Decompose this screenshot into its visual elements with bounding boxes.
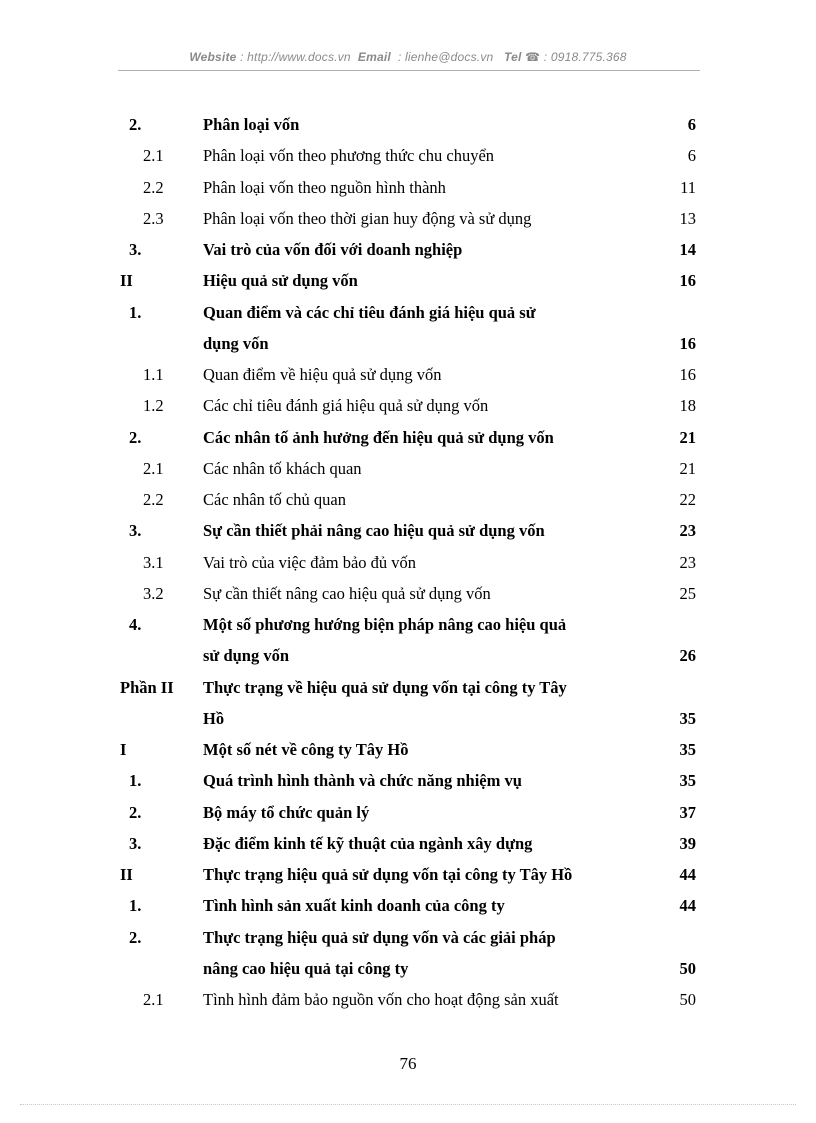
email-label: Email — [357, 50, 391, 64]
toc-row[interactable] — [0, 890, 816, 921]
email-address[interactable]: : lienhe@docs.vn — [397, 50, 494, 64]
toc-title: Phân loại vốn theo phương thức chu chuyển — [203, 146, 495, 166]
toc-row[interactable] — [0, 859, 816, 890]
toc-page-number: 22 — [679, 490, 696, 509]
toc-number: 2.1 — [143, 146, 164, 166]
toc-page-number: 35 — [679, 740, 696, 759]
toc-page-number: 35 — [679, 708, 696, 728]
toc-page-number: 26 — [679, 646, 696, 666]
toc-page-number: 21 — [679, 427, 696, 447]
page-number: 76 — [399, 1054, 417, 1073]
toc-number: 1.2 — [143, 396, 164, 416]
toc-number: 2. — [129, 115, 142, 134]
toc-page-number: 37 — [679, 802, 696, 822]
website-url[interactable]: : http://www.docs.vn — [240, 50, 351, 64]
toc-page-number: 18 — [679, 396, 696, 416]
toc-title: Quan điểm và các chỉ tiêu đánh giá hiệu quả sử — [203, 302, 536, 322]
toc-number: 3. — [129, 521, 142, 541]
toc-row[interactable] — [0, 172, 816, 203]
page-header — [0, 50, 816, 64]
toc-page-number: 39 — [679, 833, 696, 853]
toc-number: 2. — [129, 927, 142, 947]
toc-number: Phần II — [120, 677, 174, 697]
toc-number: 1. — [129, 771, 142, 791]
toc-title: Các chỉ tiêu đánh giá hiệu quả sử dụng vốn — [203, 396, 489, 416]
toc-number: 2.2 — [143, 177, 164, 197]
toc-page-number: 23 — [679, 521, 696, 541]
toc-number: II — [120, 271, 133, 291]
toc-title: Một số phương hướng biện pháp nâng cao hiệu quả — [203, 615, 567, 634]
header-divider — [118, 70, 700, 71]
toc-title: Các nhân tố khách quan — [203, 458, 362, 478]
toc-page-number: 6 — [687, 146, 696, 166]
toc-title: Tình hình đảm bảo nguồn vốn cho hoạt động sản xuất — [203, 990, 559, 1009]
toc-row[interactable] — [0, 703, 816, 734]
toc-row[interactable] — [0, 453, 816, 484]
toc-number: 3.2 — [143, 583, 164, 603]
toc-row[interactable] — [0, 672, 816, 703]
toc-title: Hiệu quả sử dụng vốn — [203, 271, 358, 291]
toc-title: Đặc điểm kinh tế kỹ thuật của ngành xây dựng — [203, 833, 533, 853]
toc-title: sử dụng vốn — [203, 646, 290, 666]
toc-row[interactable] — [0, 140, 816, 171]
toc-number: 3. — [129, 240, 142, 259]
toc-page-number: 6 — [687, 115, 696, 134]
toc-number: II — [120, 865, 133, 884]
toc-title: Thực trạng hiệu quả sử dụng vốn tại công ty Tây Hồ — [203, 865, 573, 884]
toc-row[interactable] — [0, 640, 816, 671]
toc-title: Vai trò của vốn đối với doanh nghiệp — [203, 240, 463, 259]
toc-page-number: 50 — [679, 958, 696, 978]
toc-title: Quan điểm về hiệu quả sử dụng vốn — [203, 365, 442, 384]
toc-row[interactable] — [0, 828, 816, 859]
toc-number: 1. — [129, 302, 142, 322]
toc-title: Tình hình sản xuất kinh doanh của công ty — [203, 896, 505, 916]
toc-page-number: 13 — [679, 208, 696, 228]
toc-number: 1. — [129, 896, 142, 916]
toc-page-number: 35 — [679, 771, 696, 791]
toc-row[interactable] — [0, 984, 816, 1015]
toc-page-number: 16 — [679, 271, 696, 291]
toc-row[interactable] — [0, 797, 816, 828]
toc-row[interactable] — [0, 922, 816, 953]
toc-row[interactable] — [0, 203, 816, 234]
toc-row[interactable] — [0, 578, 816, 609]
toc-number: 2.3 — [143, 208, 164, 228]
website-label: Website — [189, 50, 237, 64]
toc-title: Vai trò của việc đảm bảo đủ vốn — [203, 552, 417, 572]
toc-page-number: 16 — [679, 365, 696, 384]
toc-number: 4. — [129, 615, 142, 634]
toc-page-number: 44 — [679, 865, 696, 884]
toc-title: nâng cao hiệu quả tại công ty — [203, 958, 409, 978]
toc-number: 2.1 — [143, 990, 164, 1009]
toc-title: Sự cần thiết phải nâng cao hiệu quả sử dụng vốn — [203, 521, 545, 541]
toc-number: I — [120, 740, 127, 759]
toc-title: Sự cần thiết nâng cao hiệu quả sử dụng vốn — [203, 583, 491, 603]
tel-label: Tel — [504, 50, 522, 64]
toc-number: 3.1 — [143, 552, 164, 572]
toc-row[interactable] — [0, 234, 816, 265]
toc-title: Một số nét về công ty Tây Hồ — [203, 740, 409, 759]
toc-title: Các nhân tố chủ quan — [203, 490, 346, 509]
toc-row[interactable] — [0, 953, 816, 984]
toc-page-number: 16 — [679, 333, 696, 353]
toc-row[interactable] — [0, 265, 816, 296]
toc-title: Thực trạng về hiệu quả sử dụng vốn tại công ty Tây — [203, 677, 567, 697]
toc-row[interactable] — [0, 765, 816, 796]
toc-title: Thực trạng hiệu quả sử dụng vốn và các giải pháp — [203, 927, 556, 947]
toc-title: Phân loại vốn — [203, 115, 300, 134]
toc-row[interactable] — [0, 390, 816, 421]
toc-title: dụng vốn — [203, 333, 269, 353]
toc-title: Hồ — [203, 708, 225, 728]
toc-title: Các nhân tố ảnh hưởng đến hiệu quả sử dụng vốn — [203, 427, 554, 447]
toc-title: Phân loại vốn theo nguồn hình thành — [203, 177, 446, 197]
toc-row[interactable] — [0, 484, 816, 515]
toc-title: Bộ máy tổ chức quản lý — [203, 802, 370, 822]
toc-row[interactable] — [0, 328, 816, 359]
toc-row[interactable] — [0, 734, 816, 765]
toc-row[interactable] — [0, 297, 816, 328]
toc-number: 2.1 — [143, 458, 164, 478]
toc-title: Phân loại vốn theo thời gian huy động và sử dụng — [203, 208, 532, 228]
toc-row[interactable] — [0, 547, 816, 578]
toc-row[interactable] — [0, 422, 816, 453]
toc-title: Quá trình hình thành và chức năng nhiệm vụ — [203, 771, 522, 791]
toc-row[interactable] — [0, 609, 816, 640]
toc-page-number: 14 — [679, 240, 696, 259]
tel-number: ☎ : 0918.775.368 — [525, 50, 627, 64]
toc-page-number: 23 — [679, 552, 696, 572]
toc-page-number: 50 — [679, 990, 696, 1009]
table-of-contents — [0, 109, 816, 1015]
toc-number: 3. — [129, 833, 142, 853]
toc-row[interactable] — [0, 359, 816, 390]
toc-page-number: 11 — [680, 177, 696, 197]
toc-page-number: 21 — [679, 458, 696, 478]
toc-number: 2. — [129, 802, 142, 822]
toc-row[interactable] — [0, 109, 816, 140]
toc-number: 2.2 — [143, 490, 164, 509]
footer-divider — [20, 1104, 796, 1105]
toc-number: 2. — [129, 427, 142, 447]
toc-page-number: 44 — [679, 896, 696, 916]
toc-row[interactable] — [0, 515, 816, 546]
toc-page-number: 25 — [679, 583, 696, 603]
toc-number: 1.1 — [143, 365, 164, 384]
